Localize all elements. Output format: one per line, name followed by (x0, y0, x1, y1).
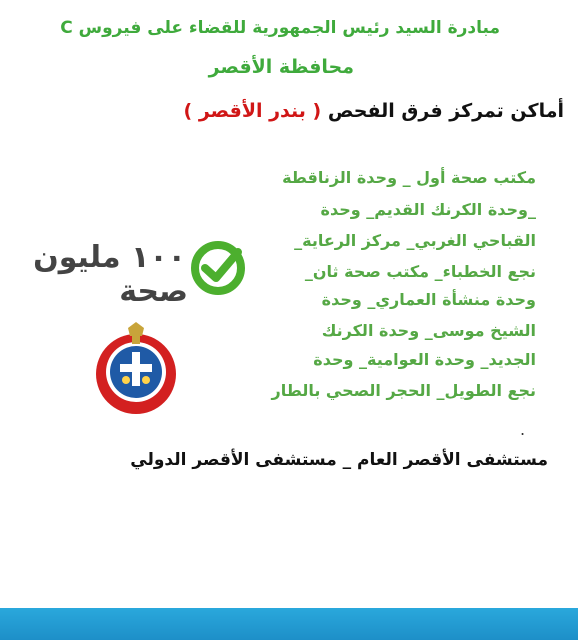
trailing-mark: . (520, 420, 526, 439)
green-check-icon (190, 240, 246, 296)
location-line: الجديد_ وحدة العوامية_ وحدة (313, 350, 536, 369)
ministry-of-health-emblem-icon (88, 322, 184, 418)
initiative-title: مبادرة السيد رئيس الجمهورية للقضاء على فيروس C (60, 18, 500, 38)
bottom-band (0, 608, 578, 640)
governorate-title: محافظة الأقصر (208, 56, 354, 78)
location-line: وحدة منشأة العماري_ وحدة (321, 290, 536, 309)
logo-line-1: ١٠٠ مليون (33, 240, 186, 275)
location-line: مكتب صحة أول _ وحدة الزناقطة (282, 168, 536, 187)
hospitals-line: مستشفى الأقصر العام _ مستشفى الأقصر الدولي (130, 450, 548, 470)
locations-title: أماكن تمركز فرق الفحص (327, 100, 564, 122)
locations-heading (184, 100, 564, 122)
logo-line-2: صحة (119, 274, 188, 309)
locations-district: ( بندر الأقصر ) (183, 100, 322, 122)
location-line: القباحي الغربي_ مركز الرعاية_ (294, 231, 536, 250)
location-line: نجع الطويل_ الحجر الصحي بالطار (271, 381, 536, 400)
hundred-million-health-logo (33, 232, 250, 312)
location-line: الشيخ موسى_ وحدة الكرنك (321, 321, 536, 340)
location-line: _وحدة الكرنك القديم_ وحدة (320, 200, 536, 219)
location-line: نجع الخطباء_ مكتب صحة ثان_ (304, 262, 536, 281)
